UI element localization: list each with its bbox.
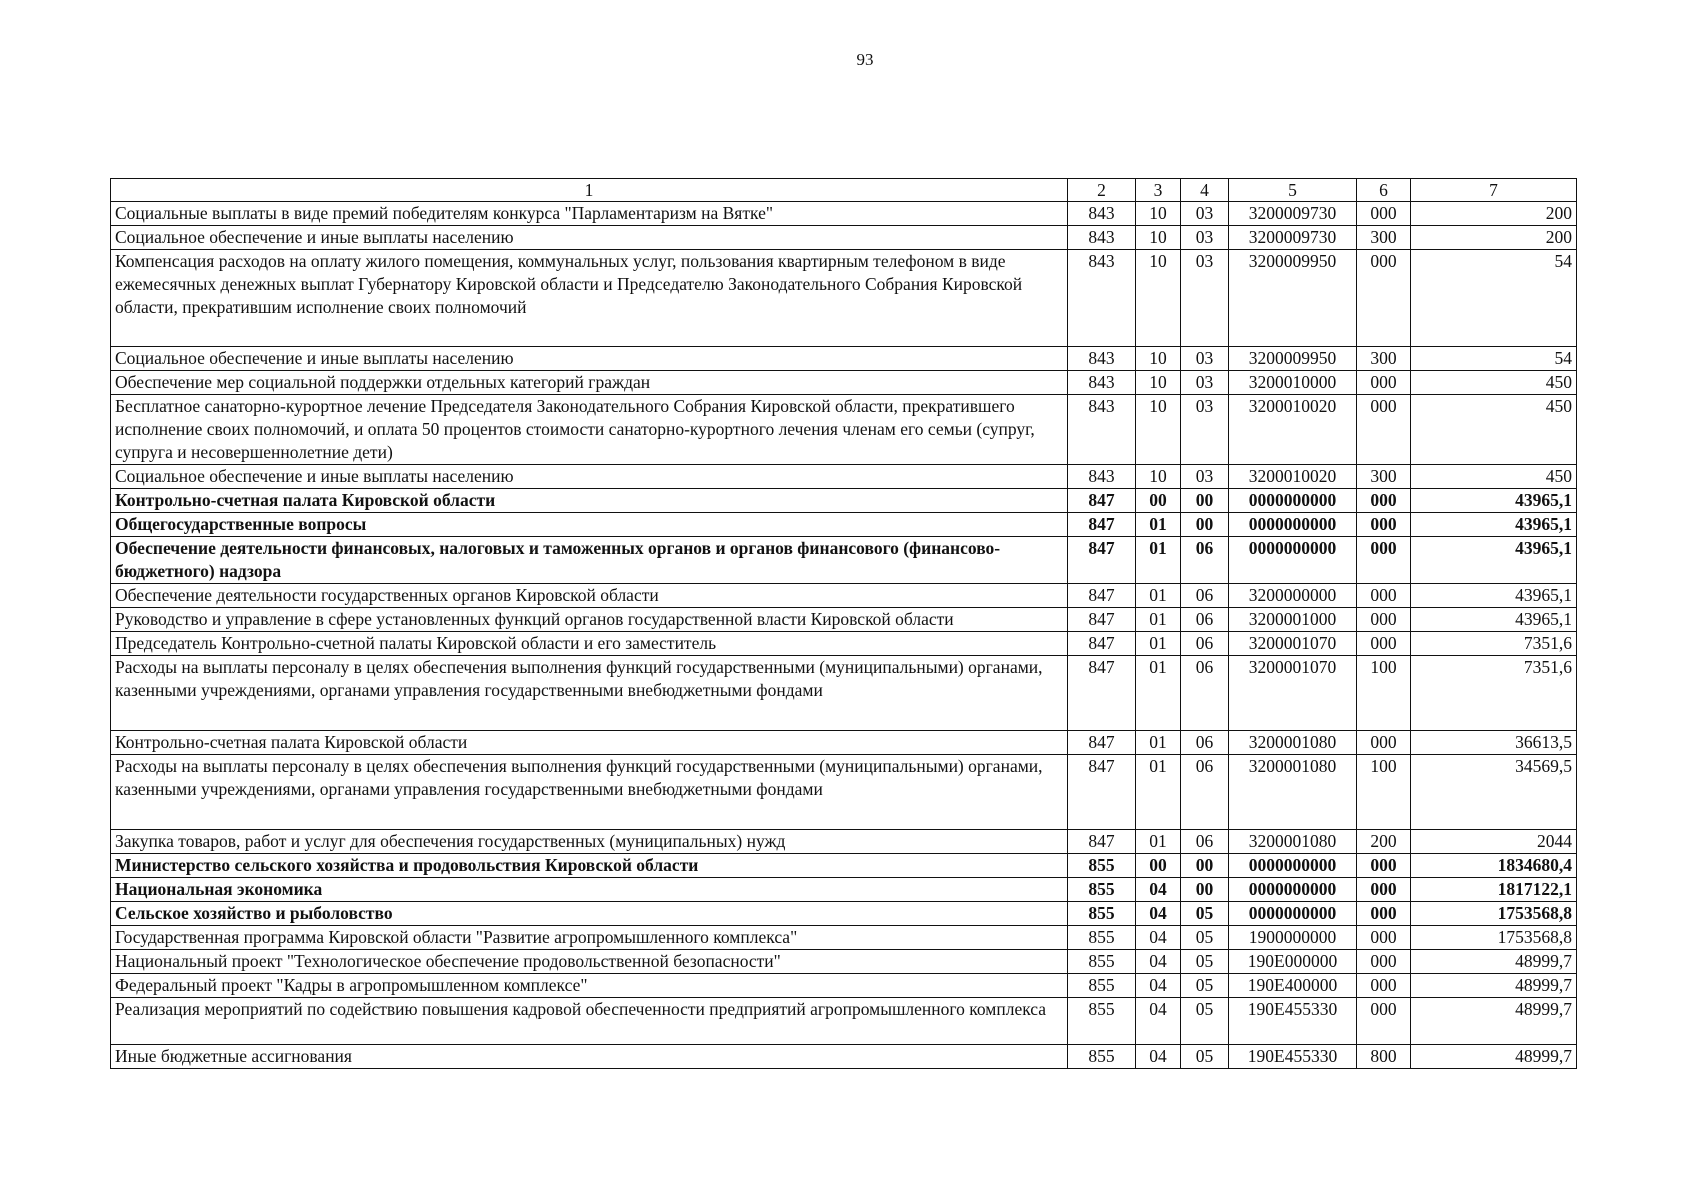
row-expense-type: 000 [1357, 902, 1411, 926]
table-row [111, 830, 1577, 854]
row-ministry-code: 855 [1068, 950, 1136, 974]
table-row [111, 608, 1577, 632]
row-expense-type: 000 [1357, 537, 1411, 584]
row-name: Контрольно-счетная палата Кировской области [111, 489, 1068, 513]
table-row [111, 513, 1577, 537]
row-section: 04 [1136, 974, 1181, 998]
row-amount: 48999,7 [1411, 1045, 1577, 1069]
row-ministry-code: 847 [1068, 608, 1136, 632]
row-ministry-code: 847 [1068, 632, 1136, 656]
row-amount: 34569,5 [1411, 755, 1577, 830]
row-section: 01 [1136, 731, 1181, 755]
table-row [111, 371, 1577, 395]
row-subsection: 05 [1181, 998, 1229, 1045]
row-expense-type: 000 [1357, 878, 1411, 902]
row-ministry-code: 843 [1068, 465, 1136, 489]
row-target-article: 0000000000 [1229, 878, 1357, 902]
row-target-article: 0000000000 [1229, 489, 1357, 513]
row-subsection: 00 [1181, 489, 1229, 513]
row-subsection: 03 [1181, 226, 1229, 250]
table-row [111, 902, 1577, 926]
row-amount: 450 [1411, 465, 1577, 489]
row-name: Федеральный проект "Кадры в агропромышленном комплексе" [111, 974, 1068, 998]
row-amount: 54 [1411, 250, 1577, 347]
row-subsection: 00 [1181, 513, 1229, 537]
row-target-article: 3200009950 [1229, 250, 1357, 347]
row-name: Национальный проект "Технологическое обеспечение продовольственной безопасности" [111, 950, 1068, 974]
column-header: 7 [1411, 179, 1577, 202]
row-expense-type: 000 [1357, 974, 1411, 998]
row-ministry-code: 847 [1068, 584, 1136, 608]
row-name: Обеспечение мер социальной поддержки отдельных категорий граждан [111, 371, 1068, 395]
table-row [111, 926, 1577, 950]
row-ministry-code: 843 [1068, 250, 1136, 347]
row-ministry-code: 847 [1068, 513, 1136, 537]
row-ministry-code: 843 [1068, 395, 1136, 465]
row-target-article: 3200010020 [1229, 395, 1357, 465]
row-expense-type: 000 [1357, 513, 1411, 537]
row-ministry-code: 855 [1068, 902, 1136, 926]
column-header: 4 [1181, 179, 1229, 202]
table-row [111, 395, 1577, 465]
row-subsection: 06 [1181, 584, 1229, 608]
row-target-article: 3200009730 [1229, 226, 1357, 250]
row-section: 04 [1136, 998, 1181, 1045]
table-row [111, 854, 1577, 878]
table-row [111, 950, 1577, 974]
column-header: 5 [1229, 179, 1357, 202]
row-ministry-code: 843 [1068, 226, 1136, 250]
row-name: Руководство и управление в сфере установленных функций органов государственной власти Кировской области [111, 608, 1068, 632]
row-subsection: 06 [1181, 608, 1229, 632]
table-row [111, 226, 1577, 250]
row-section: 01 [1136, 830, 1181, 854]
row-subsection: 06 [1181, 537, 1229, 584]
row-subsection: 05 [1181, 950, 1229, 974]
row-amount: 2044 [1411, 830, 1577, 854]
row-target-article: 3200009950 [1229, 347, 1357, 371]
row-target-article: 0000000000 [1229, 513, 1357, 537]
row-name: Социальное обеспечение и иные выплаты населению [111, 465, 1068, 489]
row-target-article: 0000000000 [1229, 902, 1357, 926]
row-subsection: 00 [1181, 878, 1229, 902]
row-amount: 43965,1 [1411, 608, 1577, 632]
table-row [111, 731, 1577, 755]
row-name: Иные бюджетные ассигнования [111, 1045, 1068, 1069]
row-name: Бесплатное санаторно-курортное лечение Председателя Законодательного Собрания Кировской области, прекратившего исполнение своих полномочий, и оплата 50 процентов стоимости санаторно-курортного лечения членам его семьи (супруг, супруга и несовершеннолетние дети) [111, 395, 1068, 465]
column-number-header [111, 179, 1577, 202]
row-amount: 48999,7 [1411, 998, 1577, 1045]
row-amount: 48999,7 [1411, 974, 1577, 998]
row-amount: 200 [1411, 226, 1577, 250]
row-amount: 450 [1411, 395, 1577, 465]
table-row [111, 584, 1577, 608]
row-target-article: 3200001070 [1229, 632, 1357, 656]
row-ministry-code: 843 [1068, 371, 1136, 395]
row-ministry-code: 847 [1068, 830, 1136, 854]
row-ministry-code: 847 [1068, 731, 1136, 755]
row-target-article: 190E455330 [1229, 1045, 1357, 1069]
row-amount: 7351,6 [1411, 656, 1577, 731]
column-header: 2 [1068, 179, 1136, 202]
row-name: Социальные выплаты в виде премий победителям конкурса "Парламентаризм на Вятке" [111, 202, 1068, 226]
row-section: 04 [1136, 902, 1181, 926]
row-ministry-code: 847 [1068, 489, 1136, 513]
row-section: 10 [1136, 226, 1181, 250]
row-section: 10 [1136, 250, 1181, 347]
table-row [111, 656, 1577, 731]
row-subsection: 03 [1181, 371, 1229, 395]
column-header: 3 [1136, 179, 1181, 202]
table-row [111, 465, 1577, 489]
row-name: Расходы на выплаты персоналу в целях обеспечения выполнения функций государственными (муниципальными) органами, казенными учреждениями, органами управления государственными внебюджетными фондами [111, 656, 1068, 731]
row-expense-type: 000 [1357, 250, 1411, 347]
column-header: 1 [111, 179, 1068, 202]
row-target-article: 3200010020 [1229, 465, 1357, 489]
row-target-article: 3200000000 [1229, 584, 1357, 608]
row-section: 01 [1136, 584, 1181, 608]
row-amount: 43965,1 [1411, 537, 1577, 584]
table-row [111, 878, 1577, 902]
row-name: Общегосударственные вопросы [111, 513, 1068, 537]
row-expense-type: 000 [1357, 998, 1411, 1045]
row-section: 04 [1136, 926, 1181, 950]
row-target-article: 190E455330 [1229, 998, 1357, 1045]
row-section: 10 [1136, 395, 1181, 465]
row-expense-type: 000 [1357, 489, 1411, 513]
row-expense-type: 100 [1357, 755, 1411, 830]
row-subsection: 06 [1181, 731, 1229, 755]
row-target-article: 3200009730 [1229, 202, 1357, 226]
row-ministry-code: 847 [1068, 537, 1136, 584]
row-target-article: 3200010000 [1229, 371, 1357, 395]
row-ministry-code: 855 [1068, 878, 1136, 902]
row-section: 10 [1136, 371, 1181, 395]
table-row [111, 202, 1577, 226]
row-target-article: 3200001000 [1229, 608, 1357, 632]
row-amount: 1817122,1 [1411, 878, 1577, 902]
row-section: 04 [1136, 1045, 1181, 1069]
row-amount: 36613,5 [1411, 731, 1577, 755]
row-name: Реализация мероприятий по содействию повышения кадровой обеспеченности предприятий агропромышленного комплекса [111, 998, 1068, 1045]
row-expense-type: 300 [1357, 347, 1411, 371]
row-ministry-code: 855 [1068, 974, 1136, 998]
row-name: Обеспечение деятельности государственных органов Кировской области [111, 584, 1068, 608]
row-name: Национальная экономика [111, 878, 1068, 902]
row-subsection: 06 [1181, 632, 1229, 656]
row-expense-type: 000 [1357, 950, 1411, 974]
row-section: 01 [1136, 513, 1181, 537]
row-amount: 1834680,4 [1411, 854, 1577, 878]
row-amount: 1753568,8 [1411, 902, 1577, 926]
row-amount: 7351,6 [1411, 632, 1577, 656]
row-expense-type: 000 [1357, 395, 1411, 465]
row-subsection: 03 [1181, 250, 1229, 347]
row-expense-type: 300 [1357, 226, 1411, 250]
table-row [111, 998, 1577, 1045]
row-name: Закупка товаров, работ и услуг для обеспечения государственных (муниципальных) нужд [111, 830, 1068, 854]
row-ministry-code: 855 [1068, 1045, 1136, 1069]
row-section: 10 [1136, 202, 1181, 226]
row-expense-type: 000 [1357, 608, 1411, 632]
row-section: 10 [1136, 347, 1181, 371]
row-subsection: 06 [1181, 656, 1229, 731]
table-row [111, 489, 1577, 513]
row-target-article: 3200001080 [1229, 755, 1357, 830]
row-section: 01 [1136, 537, 1181, 584]
row-section: 04 [1136, 878, 1181, 902]
row-section: 01 [1136, 755, 1181, 830]
row-subsection: 05 [1181, 926, 1229, 950]
row-name: Социальное обеспечение и иные выплаты населению [111, 347, 1068, 371]
row-amount: 200 [1411, 202, 1577, 226]
row-name: Контрольно-счетная палата Кировской области [111, 731, 1068, 755]
row-section: 00 [1136, 854, 1181, 878]
row-ministry-code: 855 [1068, 926, 1136, 950]
row-amount: 1753568,8 [1411, 926, 1577, 950]
row-target-article: 190E000000 [1229, 950, 1357, 974]
table-row [111, 1045, 1577, 1069]
row-target-article: 0000000000 [1229, 854, 1357, 878]
row-section: 00 [1136, 489, 1181, 513]
table-row [111, 250, 1577, 347]
row-ministry-code: 847 [1068, 656, 1136, 731]
row-ministry-code: 855 [1068, 854, 1136, 878]
row-name: Сельское хозяйство и рыболовство [111, 902, 1068, 926]
table-row [111, 347, 1577, 371]
row-ministry-code: 855 [1068, 998, 1136, 1045]
row-subsection: 03 [1181, 347, 1229, 371]
row-ministry-code: 843 [1068, 347, 1136, 371]
row-name: Расходы на выплаты персоналу в целях обеспечения выполнения функций государственными (муниципальными) органами, казенными учреждениями, органами управления государственными внебюджетными фондами [111, 755, 1068, 830]
row-subsection: 05 [1181, 1045, 1229, 1069]
row-subsection: 06 [1181, 755, 1229, 830]
table-row [111, 974, 1577, 998]
row-subsection: 03 [1181, 395, 1229, 465]
row-name: Государственная программа Кировской области "Развитие агропромышленного комплекса" [111, 926, 1068, 950]
row-amount: 54 [1411, 347, 1577, 371]
row-name: Социальное обеспечение и иные выплаты населению [111, 226, 1068, 250]
row-section: 01 [1136, 632, 1181, 656]
row-expense-type: 100 [1357, 656, 1411, 731]
row-amount: 43965,1 [1411, 584, 1577, 608]
row-ministry-code: 847 [1068, 755, 1136, 830]
row-amount: 450 [1411, 371, 1577, 395]
budget-table [110, 178, 1577, 1069]
table-row [111, 755, 1577, 830]
row-expense-type: 800 [1357, 1045, 1411, 1069]
row-amount: 43965,1 [1411, 513, 1577, 537]
row-expense-type: 300 [1357, 465, 1411, 489]
column-header: 6 [1357, 179, 1411, 202]
page-number: 93 [856, 50, 874, 69]
row-subsection: 00 [1181, 854, 1229, 878]
row-name: Министерство сельского хозяйства и продовольствия Кировской области [111, 854, 1068, 878]
row-expense-type: 000 [1357, 371, 1411, 395]
row-target-article: 3200001080 [1229, 731, 1357, 755]
row-amount: 48999,7 [1411, 950, 1577, 974]
row-expense-type: 000 [1357, 854, 1411, 878]
row-target-article: 3200001070 [1229, 656, 1357, 731]
row-expense-type: 000 [1357, 632, 1411, 656]
row-amount: 43965,1 [1411, 489, 1577, 513]
row-expense-type: 000 [1357, 926, 1411, 950]
row-target-article: 0000000000 [1229, 537, 1357, 584]
row-subsection: 03 [1181, 202, 1229, 226]
row-expense-type: 200 [1357, 830, 1411, 854]
row-section: 01 [1136, 656, 1181, 731]
row-expense-type: 000 [1357, 202, 1411, 226]
row-name: Председатель Контрольно-счетной палаты Кировской области и его заместитель [111, 632, 1068, 656]
table-row [111, 632, 1577, 656]
row-subsection: 05 [1181, 974, 1229, 998]
row-target-article: 3200001080 [1229, 830, 1357, 854]
row-target-article: 1900000000 [1229, 926, 1357, 950]
row-name: Обеспечение деятельности финансовых, налоговых и таможенных органов и органов финансового (финансово-бюджетного) надзора [111, 537, 1068, 584]
row-subsection: 06 [1181, 830, 1229, 854]
row-subsection: 05 [1181, 902, 1229, 926]
row-section: 01 [1136, 608, 1181, 632]
table-row [111, 537, 1577, 584]
row-subsection: 03 [1181, 465, 1229, 489]
row-expense-type: 000 [1357, 584, 1411, 608]
row-expense-type: 000 [1357, 731, 1411, 755]
row-target-article: 190E400000 [1229, 974, 1357, 998]
row-name: Компенсация расходов на оплату жилого помещения, коммунальных услуг, пользования квартирным телефоном в виде ежемесячных денежных выплат Губернатору Кировской области и Председателю Законодательного Собрания Кировской области, прекратившим исполнение своих полномочий [111, 250, 1068, 347]
row-section: 10 [1136, 465, 1181, 489]
row-ministry-code: 843 [1068, 202, 1136, 226]
row-section: 04 [1136, 950, 1181, 974]
